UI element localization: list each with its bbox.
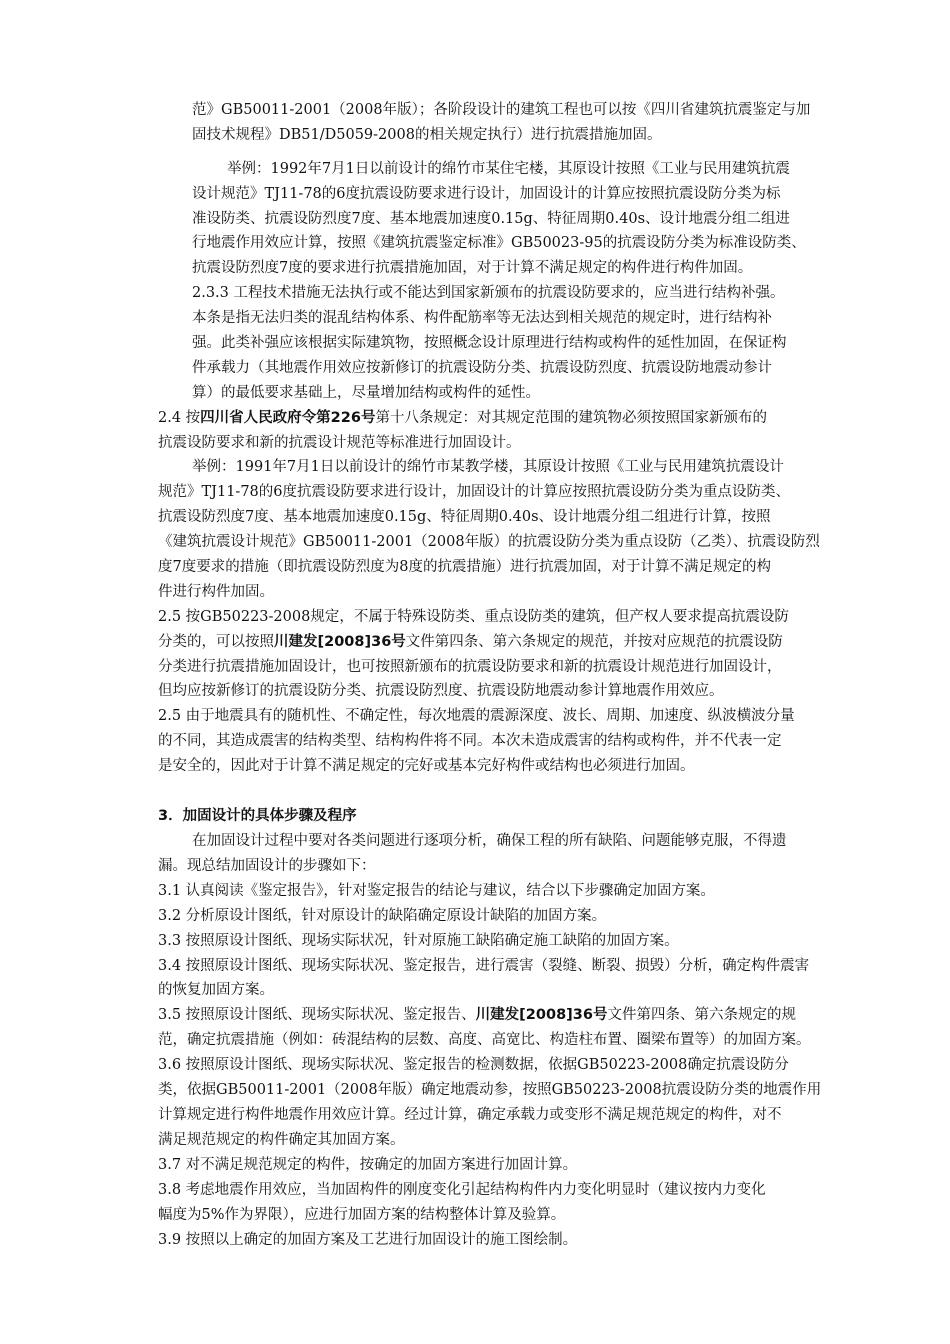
text-line: 抗震设防要求和新的抗震设计规范等标准进行加固设计。 [158, 435, 521, 451]
text-line: 件进行构件加固。 [158, 584, 274, 600]
bold-reference: 川建发[2008]36号 [274, 634, 406, 650]
text-segment: 文件第四条、第六条规定的规范，并按对应规范的抗震设防 [405, 634, 783, 650]
bold-reference: 四川省人民政府令第226号 [200, 410, 376, 426]
text-line: 设计规范》TJ11-78的6度抗震设防要求进行设计，加固设计的计算应按照抗震设防分类为标 [192, 186, 781, 202]
text-line: 本条是指无法归类的混乱结构体系、构件配筋率等无法达到相关规范的规定时，进行结构补 [192, 310, 772, 326]
text-line: 2.5 按GB50223-2008规定，不属于特殊设防类、重点设防类的建筑，但产权人要求提高抗震设防 [158, 609, 789, 625]
text-line: 件承载力（其地震作用效应按新修订的抗震设防分类、抗震设防烈度、抗震设防地震动参计 [192, 360, 772, 376]
text-line: 漏。现总结加固设计的步骤如下： [158, 858, 376, 874]
text-line: 固技术规程》DB51/D5059-2008的相关规定执行）进行抗震措施加固。 [192, 127, 662, 143]
bold-reference: 川建发[2008]36号 [475, 1007, 608, 1023]
text-line: 抗震设防烈度7度、基本地震加速度0.15g、特征周期0.40s、设计地震分组二组进行计算，按照 [158, 509, 771, 525]
text-segment: 分类的，可以按照 [158, 634, 274, 650]
text-line: 3.3 按照原设计图纸、现场实际状况，针对原施工缺陷确定施工缺陷的加固方案。 [158, 933, 679, 949]
text-line: 举例：1991年7月1日以前设计的绵竹市某教学楼，其原设计按照《工业与民用建筑抗震设计 [192, 459, 784, 475]
text-line: 计算规定进行构件地震作用效应计算。经过计算，确定承载力或变形不满足规范规定的构件，对不 [158, 1107, 782, 1123]
text-segment: 第十八条规定：对其规定范围的建筑物必须按照国家新颁布的 [375, 410, 767, 426]
text-line: 规范》TJ11-78的6度抗震设防要求进行设计，加固设计的计算应按照抗震设防分类为重点设防类、 [158, 484, 791, 500]
text-line: 3.1 认真阅读《鉴定报告》，针对鉴定报告的结论与建议，结合以下步骤确定加固方案。 [158, 883, 715, 899]
text-line: 范，确定抗震措施（例如：砖混结构的层数、高度、高宽比、构造柱布置、圈梁布置等）的加固方案。 [158, 1032, 811, 1048]
text-line: 3.8 考虑地震作用效应，当加固构件的刚度变化引起结构构件内力变化明显时（建议按内力变化 [158, 1182, 766, 1198]
text-line: 抗震设防烈度7度的要求进行抗震措施加固，对于计算不满足规定的构件进行构件加固。 [192, 260, 753, 276]
text-line: 在加固设计过程中要对各类问题进行逐项分析，确保工程的所有缺陷、问题能够克服，不得遗 [192, 833, 787, 849]
text-line: 《建筑抗震设计规范》GB50011-2001（2008年版）的抗震设防分类为重点设防（乙类）、抗震设防烈 [158, 534, 820, 550]
text-line: 幅度为5%作为界限），应进行加固方案的结构整体计算及验算。 [158, 1207, 566, 1223]
text-segment: 2.4 按 [158, 410, 201, 426]
text-line: 的不同，其造成震害的结构类型、结构构件将不同。本次未造成震害的结构或构件，并不代表一定 [158, 733, 782, 749]
text-line: 类，依据GB50011-2001（2008年版）确定地震动参，按照GB50223-2008抗震设防分类的地震作用 [158, 1082, 822, 1098]
text-line: 满足规范规定的构件确定其加固方案。 [158, 1132, 405, 1148]
text-segment: 3.5 按照原设计图纸、现场实际状况、鉴定报告、 [158, 1007, 476, 1023]
text-line [158, 630, 885, 654]
text-line: 是安全的，因此对于计算不满足规定的完好或基本完好构件或结构也必须进行加固。 [158, 758, 695, 774]
text-line: 行地震作用效应计算，按照《建筑抗震鉴定标准》GB50023-95的抗震设防分类为标准设防类、 [192, 235, 806, 251]
text-line: 但均应按新修订的抗震设防分类、抗震设防烈度、抗震设防地震动参计算地震作用效应。 [158, 683, 724, 699]
text-line: 3.2 分析原设计图纸，针对原设计的缺陷确定原设计缺陷的加固方案。 [158, 908, 607, 924]
text-line: 的恢复加固方案。 [158, 982, 274, 998]
text-line: 3.7 对不满足规范规定的构件，按确定的加固方案进行加固计算。 [158, 1157, 578, 1173]
text-line: 3.6 按照原设计图纸、现场实际状况、鉴定报告的检测数据，依据GB50223-2008确定抗震设防分 [158, 1057, 789, 1073]
text-line: 度7度要求的措施（即抗震设防烈度为8度的抗震措施）进行抗震加固，对于计算不满足规定的构 [158, 559, 771, 575]
text-line: 3.4 按照原设计图纸、现场实际状况、鉴定报告，进行震害（裂缝、断裂、损毁）分析，确定构件震害 [158, 958, 810, 974]
text-line: 2.5 由于地震具有的随机性、不确定性，每次地震的震源深度、波长、周期、加速度、纵波横波分量 [158, 708, 795, 724]
text-line: 分类进行抗震措施加固设计，也可按照新颁布的抗震设防要求和新的抗震设计规范进行加固设计， [158, 659, 782, 675]
text-line [158, 406, 885, 430]
text-line: 强。此类补强应该根据实际建筑物，按照概念设计原理进行结构或构件的延性加固，在保证构 [192, 335, 787, 351]
text-line: 范》GB50011-2001（2008年版）；各阶段设计的建筑工程也可以按《四川省建筑抗震鉴定与加 [192, 102, 811, 118]
text-line: 3.9 按照以上确定的加固方案及工艺进行加固设计的施工图绘制。 [158, 1232, 578, 1248]
text-line: 举例：1992年7月1日以前设计的绵竹市某住宅楼，其原设计按照《工业与民用建筑抗震 [227, 161, 790, 177]
section-heading: 3．加固设计的具体步骤及程序 [158, 808, 357, 824]
text-segment: 文件第四条、第六条规定的规 [607, 1007, 796, 1023]
text-line [158, 1003, 885, 1027]
text-line: 2.3.3 工程技术措施无法执行或不能达到国家新颁布的抗震设防要求的，应当进行结构补强。 [192, 285, 785, 301]
text-line: 准设防类、抗震设防烈度7度、基本地震加速度0.15g、特征周期0.40s、设计地震分组二组进 [192, 211, 791, 227]
text-line: 算）的最低要求基础上，尽量增加结构或构件的延性。 [192, 385, 540, 401]
